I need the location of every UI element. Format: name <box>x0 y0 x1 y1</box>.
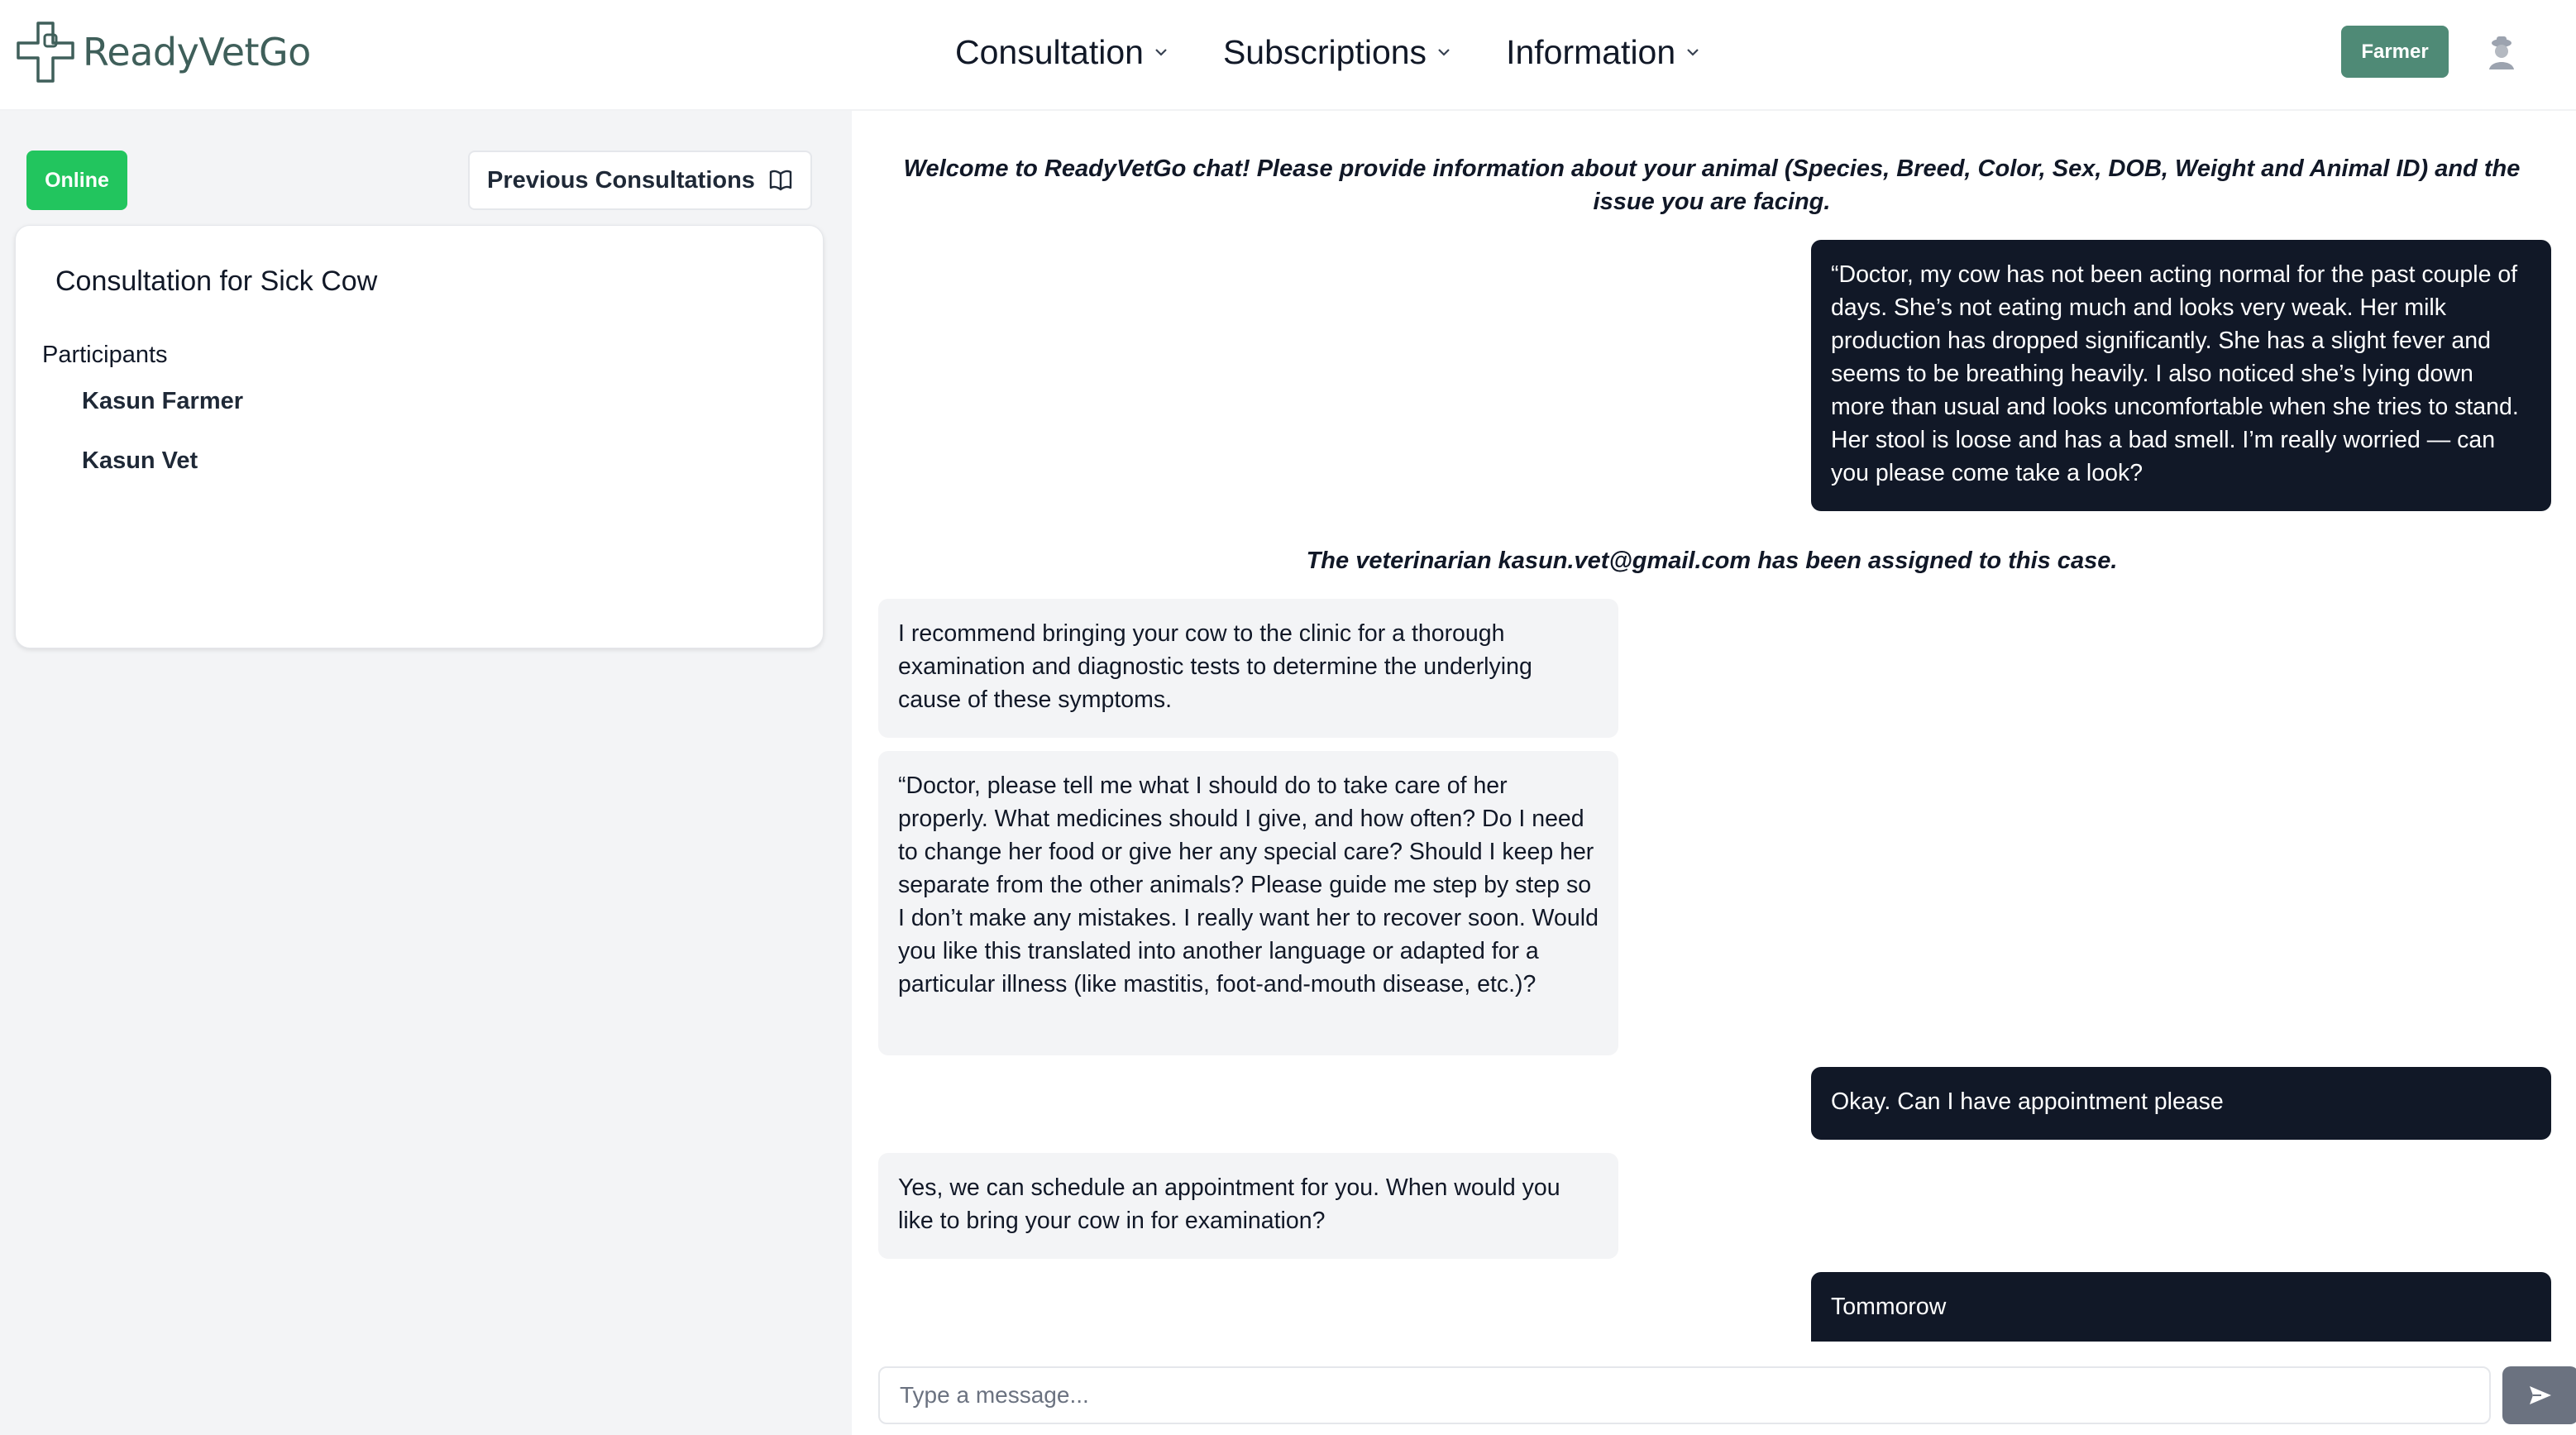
user-avatar-icon[interactable] <box>2481 31 2522 73</box>
nav-consultation[interactable] <box>955 33 1169 72</box>
message-bubble-vet: “Doctor, please tell me what I should do to take care of her properly. What medicines should I give, and how often? Do I need to change her food or give her any special care? Should I keep her separate from the other animals? Please guide me step by step so I don’t make any mistakes. I really want her to recover soon. Would you like this translated into another language or adapted for a particular illness (like mastitis, foot-and-mouth disease, etc.)? <box>878 751 1618 1055</box>
nav-information-label: Information <box>1506 32 1676 71</box>
previous-consultations-label: Previous Consultations <box>487 166 755 194</box>
message-bubble-farmer: “Doctor, my cow has not been acting normal for the past couple of days. She’s not eating much and looks very weak. Her milk production has dropped significantly. She has a slight fever and seems to be breathing heavily. I also noticed she’s lying down more than usual and looks uncomfortable when she tries to stand. Her stool is loose and has a bad smell. I’m really worried — can you please come take a look? <box>1811 240 2551 511</box>
message-bubble-farmer: Okay. Can I have appointment please <box>1811 1067 2551 1140</box>
message-bubble-vet: I recommend bringing your cow to the clinic for a thorough examination and diagnostic tests to determine the underlying cause of these symptoms. <box>878 599 1618 738</box>
participant-item: Kasun Vet <box>82 447 198 474</box>
sidebar <box>0 111 852 1435</box>
nav-subscriptions[interactable] <box>1223 33 1451 72</box>
status-badge: Online <box>26 151 127 210</box>
previous-consultations-button[interactable] <box>468 151 812 210</box>
message-bubble-vet: Yes, we can schedule an appointment for you. When would you like to bring your cow in for examination? <box>878 1153 1618 1259</box>
logo[interactable] <box>13 17 311 88</box>
role-button[interactable]: Farmer <box>2341 26 2449 78</box>
logo-text: ReadyVetGo <box>83 30 311 74</box>
message-input[interactable] <box>878 1366 2491 1424</box>
consultation-title: Consultation for Sick Cow <box>55 265 378 297</box>
main-nav <box>955 25 1700 79</box>
send-button[interactable] <box>2502 1366 2576 1424</box>
chevron-down-icon <box>1154 47 1169 57</box>
top-navbar <box>0 0 2576 111</box>
consultation-card <box>15 225 824 648</box>
book-open-icon <box>768 169 793 192</box>
chat-panel <box>852 111 2576 1435</box>
nav-consultation-label: Consultation <box>955 32 1144 71</box>
participants-heading: Participants <box>42 342 168 368</box>
welcome-message: Welcome to ReadyVetGo chat! Please provide information about your animal (Species, Breed, Color, Sex, DOB, Weight and Animal ID) and the issue you are facing. <box>903 155 2521 215</box>
send-icon <box>2528 1385 2553 1406</box>
participant-item: Kasun Farmer <box>82 388 244 414</box>
assignment-notice: The veterinarian kasun.vet@gmail.com has been assigned to this case. <box>1306 548 2118 574</box>
nav-subscriptions-label: Subscriptions <box>1222 32 1427 71</box>
message-bubble-farmer: Tommorow <box>1811 1272 2551 1342</box>
chevron-down-icon <box>1685 47 1700 57</box>
nav-information[interactable] <box>1506 33 1700 72</box>
chevron-down-icon <box>1436 47 1451 57</box>
logo-cross-icon <box>13 18 81 86</box>
